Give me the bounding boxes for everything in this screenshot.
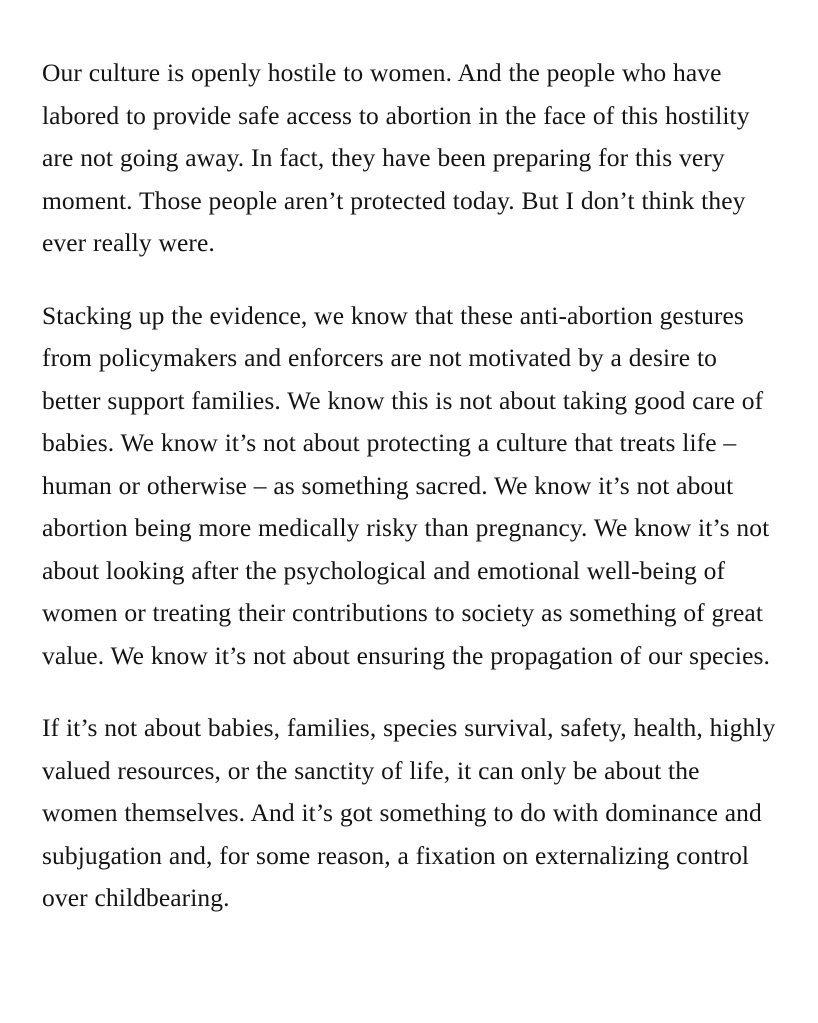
article-body [42,52,778,920]
paragraph: Our culture is openly hostile to women. And the people who have labored to provide safe access to abortion in the face of this hostility are not going away. In fact, they have been preparing for this very moment. Those people aren’t protected today. But I don’t think they ever really were. [42,58,750,257]
paragraph: Stacking up the evidence, we know that these anti-abortion gestures from policymakers and enforcers are not motivated by a desire to better support families. We know this is not about taking good care of babies. We know it’s not about protecting a culture that treats life – human or otherwise – as something sacred. We know it’s not about abortion being more medically risky than pregnancy. We know it’s not about looking after the psychological and emotional well-being of women or treating their contributions to society as something of great value. We know it’s not about ensuring the propagation of our species. [42,300,770,670]
paragraph: If it’s not about babies, families, species survival, safety, health, highly valued resources, or the sanctity of life, it can only be about the women themselves. And it’s got something to do with dominance and subjugation and, for some reason, a fixation on externalizing control over childbearing. [42,713,776,912]
